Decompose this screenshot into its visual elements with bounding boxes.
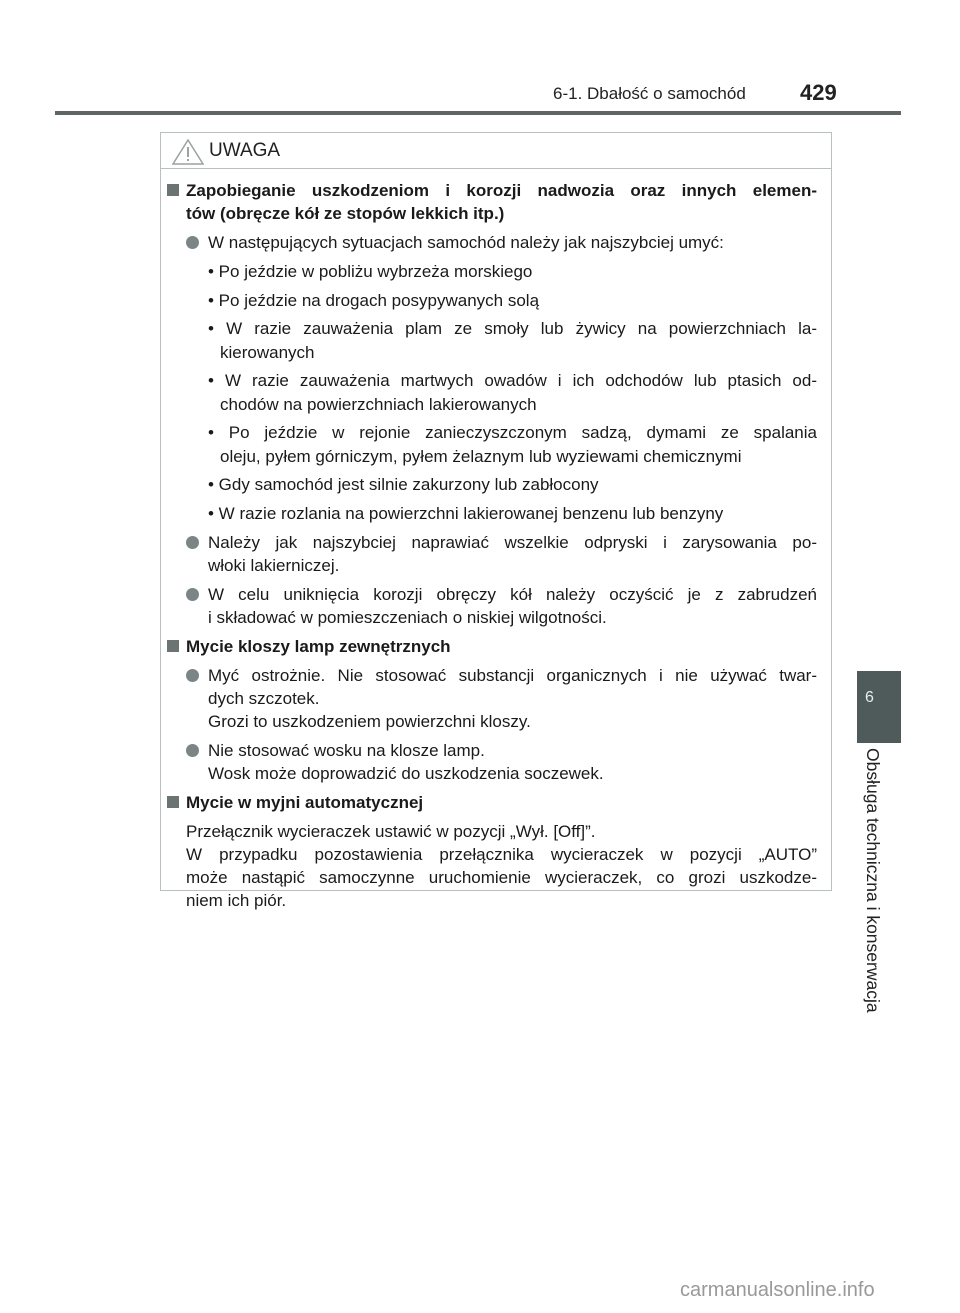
text-line: W następujących sytuacjach samochód należy jak najszybciej umyć:: [208, 233, 724, 252]
watermark: carmanualsonline.info: [680, 1279, 875, 1301]
text-line: kierowanych: [220, 342, 315, 362]
text-line: tów (obręcze kół ze stopów lekkich itp.): [186, 204, 505, 224]
text-line: • Po jeździe na drogach posypywanych solą: [208, 290, 540, 310]
text-line: • W razie zauważenia martwych owadów i ich odchodów lub ptasich od-: [208, 371, 817, 391]
text-line: Mycie w myjni automatycznej: [186, 792, 424, 812]
text-line: niem ich piór.: [186, 891, 287, 911]
text-line: Zapobieganie uszkodzeniom i korozji nadwozia oraz innych elemen-: [186, 181, 817, 200]
text-line: włoki lakierniczej.: [208, 556, 340, 576]
warning-box-title: UWAGA: [209, 140, 281, 161]
text-line: Mycie kloszy lamp zewnętrznych: [186, 636, 451, 656]
text-line: Wosk może doprowadzić do uszkodzenia soczewek.: [208, 764, 604, 784]
circle-bullet-icon: [186, 744, 199, 757]
text-line: • Po jeździe w pobliżu wybrzeża morskiego: [208, 261, 533, 281]
bullet-item: [186, 531, 817, 577]
text-line: Nie stosować wosku na klosze lamp.: [208, 740, 485, 760]
text-line: • W razie zauważenia plam ze smoły lub żywicy na powierzchniach la-: [208, 319, 817, 339]
warning-box: [160, 132, 832, 911]
circle-bullet-icon: [186, 588, 199, 601]
bullet-item: [186, 583, 817, 629]
section-heading: [186, 179, 817, 225]
text-line: W przypadku pozostawienia przełącznika wycieraczek w pozycji „AUTO”: [186, 844, 817, 864]
text-line: • Gdy samochód jest silnie zakurzony lub zabłocony: [208, 475, 599, 495]
text-line: i składować w pomieszczeniach o niskiej wilgotności.: [208, 608, 607, 628]
sub-list-item: [186, 421, 817, 467]
section-heading: [186, 635, 817, 658]
square-bullet-icon: [167, 796, 179, 808]
text-line: dych szczotek.: [208, 688, 320, 708]
text-line: • Po jeździe w rejonie zanieczyszczonym sadzą, dymami ze spalania: [208, 423, 817, 443]
sub-list-item: [186, 260, 817, 283]
bullet-item: [186, 231, 817, 254]
warning-box-content: [186, 179, 817, 918]
bullet-item: [186, 664, 817, 734]
circle-bullet-icon: [186, 669, 199, 682]
text-line: Przełącznik wycieraczek ustawić w pozycji „Wył. [Off]”.: [186, 821, 596, 841]
text-line: Grozi to uszkodzeniem powierzchni kloszy.: [208, 712, 531, 732]
warning-triangle-icon: [172, 139, 204, 165]
bullet-item: [186, 739, 817, 785]
square-bullet-icon: [167, 184, 179, 196]
text-line: oleju, pyłem górniczym, pyłem żelaznym lub wyziewami chemicznymi: [220, 446, 742, 466]
text-line: Myć ostrożnie. Nie stosować substancji organicznych i nie używać twar-: [208, 665, 817, 685]
text-line: • W razie rozlania na powierzchni lakierowanej benzenu lub benzyny: [208, 504, 724, 524]
chapter-number: 6: [865, 689, 874, 706]
circle-bullet-icon: [186, 536, 199, 549]
text-line: może nastąpić samoczynne uruchomienie wycieraczek, co grozi uszkodze-: [186, 868, 817, 888]
running-header-section: 6-1. Dbałość o samochód: [553, 84, 746, 103]
warning-box-header: [161, 133, 831, 169]
chapter-title: Obsługa techniczna i konserwacja: [863, 748, 883, 1013]
square-bullet-icon: [167, 640, 179, 652]
text-line: W celu uniknięcia korozji obręczy kół należy oczyścić je z zabrudzeń: [208, 584, 817, 604]
sub-list-item: [186, 369, 817, 415]
chapter-tab: [857, 671, 901, 743]
text-line: Należy jak najszybciej naprawiać wszelkie odpryski i zarysowania po-: [208, 532, 817, 552]
paragraph: [186, 820, 817, 913]
sub-list-item: [186, 473, 817, 496]
page-number: 429: [800, 80, 837, 105]
circle-bullet-icon: [186, 236, 199, 249]
header-divider: [55, 111, 901, 115]
section-heading: [186, 791, 817, 814]
sub-list-item: [186, 502, 817, 525]
sub-list-item: [186, 289, 817, 312]
sub-list-item: [186, 317, 817, 363]
text-line: chodów na powierzchniach lakierowanych: [220, 394, 537, 414]
